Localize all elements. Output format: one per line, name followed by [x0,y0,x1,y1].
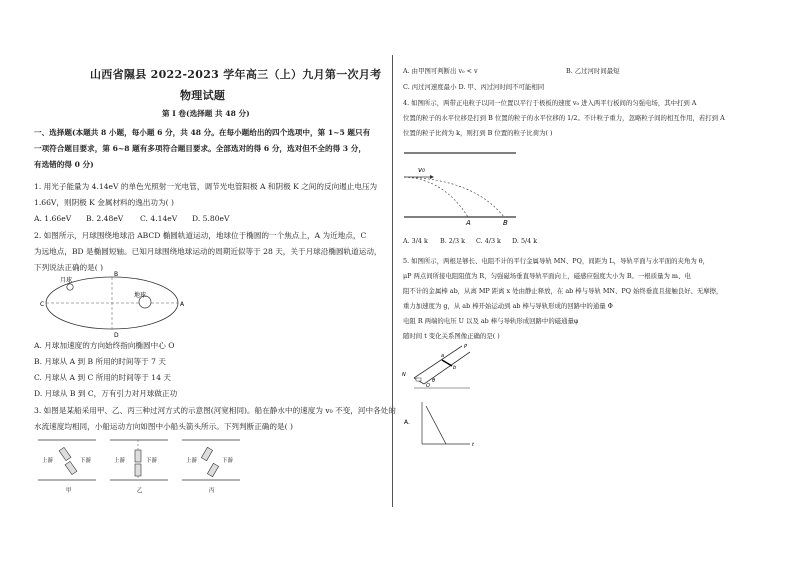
q1-option-b: B. 2.48eV [86,214,124,223]
q3-option-b: B. 乙过河时间最短 [566,67,620,75]
q5-stem-line-6: 随时间 t 变化关系图像正确的是( ) [403,332,500,340]
point-n-label: N [402,372,406,378]
q3-option-cd: C. 丙过河速度最小 D. 甲、丙过河时间不可能相同 [403,83,545,91]
upstream-label: 上游 [186,458,198,464]
point-p-label: P [464,344,468,350]
q2-option-c: C. 月球从 A 到 C 所用的时间等于 14 天 [34,373,171,382]
q5-stem-line-1: 5. 如图所示，两根足够长、电阻不计的平行金属导轨 MN、PQ，间距为 L，导轨平面与水平面的夹角为 θ， [403,257,710,265]
instructions-line-3: 有选错的得 0 分) [34,160,94,169]
q2-option-b: B. 月球从 A 到 B 所用的时间等于 7 天 [34,357,166,366]
downstream-label: 下游 [222,458,234,464]
q3-stem-line-2: 水流速度均相同，小船运动方向如图中小船头箭头所示。下列判断正确的是( ) [34,422,293,431]
q1-stem-line-2: 1.66V，则阴极 K 金属材料的逸出功为( ) [34,198,174,207]
q2-stem-line-1: 2. 如图所示，月球围绕地球沿 ABCD 椭圆轨道运动，地球位于椭圆的一个焦点上，A 为近地点，C [34,231,367,240]
earth-label: 地球 [134,292,147,299]
inclined-rails-figure [402,344,474,390]
part-heading: 第 I 卷(选择题 共 48 分) [162,109,250,118]
q3-stem-line-1: 3. 如图是某船采用甲、乙、丙三种过河方式的示意图(河宽相同)。船在静水中的速度为 v₀ 不变，河中各处的 [34,406,396,415]
instructions-line-1: 一、选择题(本题共 8 小题，每小题 6 分，共 48 分。在每小题给出的四个选项中，第 1~5 题只有 [34,128,371,137]
parallel-plates-figure [404,145,522,225]
q4-stem-line-3: 位置的粒子比荷为 k，则打到 B 位置的粒子比荷为( ) [403,129,553,137]
rod-b-label: b [453,365,457,371]
q1-option-c: C. 4.14eV [140,214,178,223]
point-b-label: B [114,271,119,278]
point-d-label: D [114,332,119,339]
q5-stem-line-3: 阻不计的金属棒 ab，从离 MP 距离 x 处由静止释放，在 ab 棒与导轨 MN、PQ 始终垂直且接触良好、无摩擦， [403,287,723,295]
q1-stem-line-1: 1. 用光子能量为 4.14eV 的单色光照射一光电管，调节光电管阳极 A 和阴极 K 之间的反向遏止电压为 [34,182,378,191]
point-a-label: A [180,301,185,308]
moon-label: 月球 [60,277,73,284]
t-axis-label: t [472,442,474,448]
q5-stem-line-5: 电阻 R 两端的电压 U 以及 ab 棒与导轨形成回路中的磁通量φ [403,317,579,325]
exam-title: 山西省隰县 2022-2023 学年高三（上）九月第一次月考 [90,68,382,81]
river-panel-bing [182,440,240,494]
q4-stem-line-1: 4. 如图所示，两带正电粒子以同一位置以平行于极板的速度 v₀ 进入两平行板间的匀强电场，其中打到 A [403,99,697,107]
q2-stem-line-2: 为远地点，BD 是椭圆短轴。已知月球围绕地球运动的周期近似等于 28 天，关于月球沿椭圆轨道运动， [34,247,382,256]
orbit-figure [40,271,185,342]
option-a-label: A. [404,419,410,426]
q4-option-b: B. 2/3 k [440,237,465,245]
q4-option-a: A. 3/4 k [403,237,428,245]
rod-a-label: a [441,353,445,359]
q2-stem-line-3: 下列说法正确的是( ) [34,263,104,272]
q1-option-a: A. 1.66eV [34,214,72,223]
river-panel-jia [38,440,96,494]
angle-theta-label: θ [432,378,436,384]
river-panel-yi [110,440,168,494]
point-c-label: C [40,301,45,308]
point-b-label: B [503,219,508,227]
option-a-graph [404,400,476,446]
upstream-label: 上游 [114,458,126,464]
point-o-label: O [426,383,430,389]
q2-option-a: A. 月球加速度的方向始终指向椭圆中心 O [34,341,175,350]
q2-option-d: D. 月球从 B 到 C，万有引力对月球做正功 [34,389,178,398]
q4-option-d: D. 5/4 k [512,237,538,245]
q5-stem-line-2: μP 两点间所接电阻阻值为 R，匀强磁场垂直导轨平面向上，磁感应强度大小为 B。一根质量为 m、电 [403,272,691,280]
q4-stem-line-2: 位置的粒子的水平位移是打到 B 位置的粒子的水平位移的 1/2。不计粒子重力，忽略粒子间的相互作用，若打到 A [403,114,725,122]
downstream-label: 下游 [80,458,92,464]
subject-title: 物理试题 [180,89,226,102]
upstream-label: 上游 [42,458,54,464]
point-a-label: A [466,219,471,227]
panel-label-jia: 甲 [66,488,72,494]
panel-label-yi: 乙 [137,488,143,494]
column-divider [392,55,393,507]
downstream-label: 下游 [146,458,158,464]
river-crossing-figure [38,436,248,496]
q4-option-c: C. 4/3 k [476,237,501,245]
panel-label-bing: 丙 [209,488,215,494]
q1-option-d: D. 5.80eV [192,214,230,223]
q3-option-a: A. 由甲图可判断出 v₀ < v [403,67,478,75]
v0-label: v₀ [418,166,425,174]
q5-stem-line-4: 重力加速度为 g，从 ab 棒开始运动到 ab 棒与导轨形成的回路中的通量 Φ [403,302,613,310]
instructions-line-2: 一项符合题目要求，第 6~8 题有多项符合题目要求。全部选对的得 6 分，选对但不全的得 3 分， [34,144,366,153]
